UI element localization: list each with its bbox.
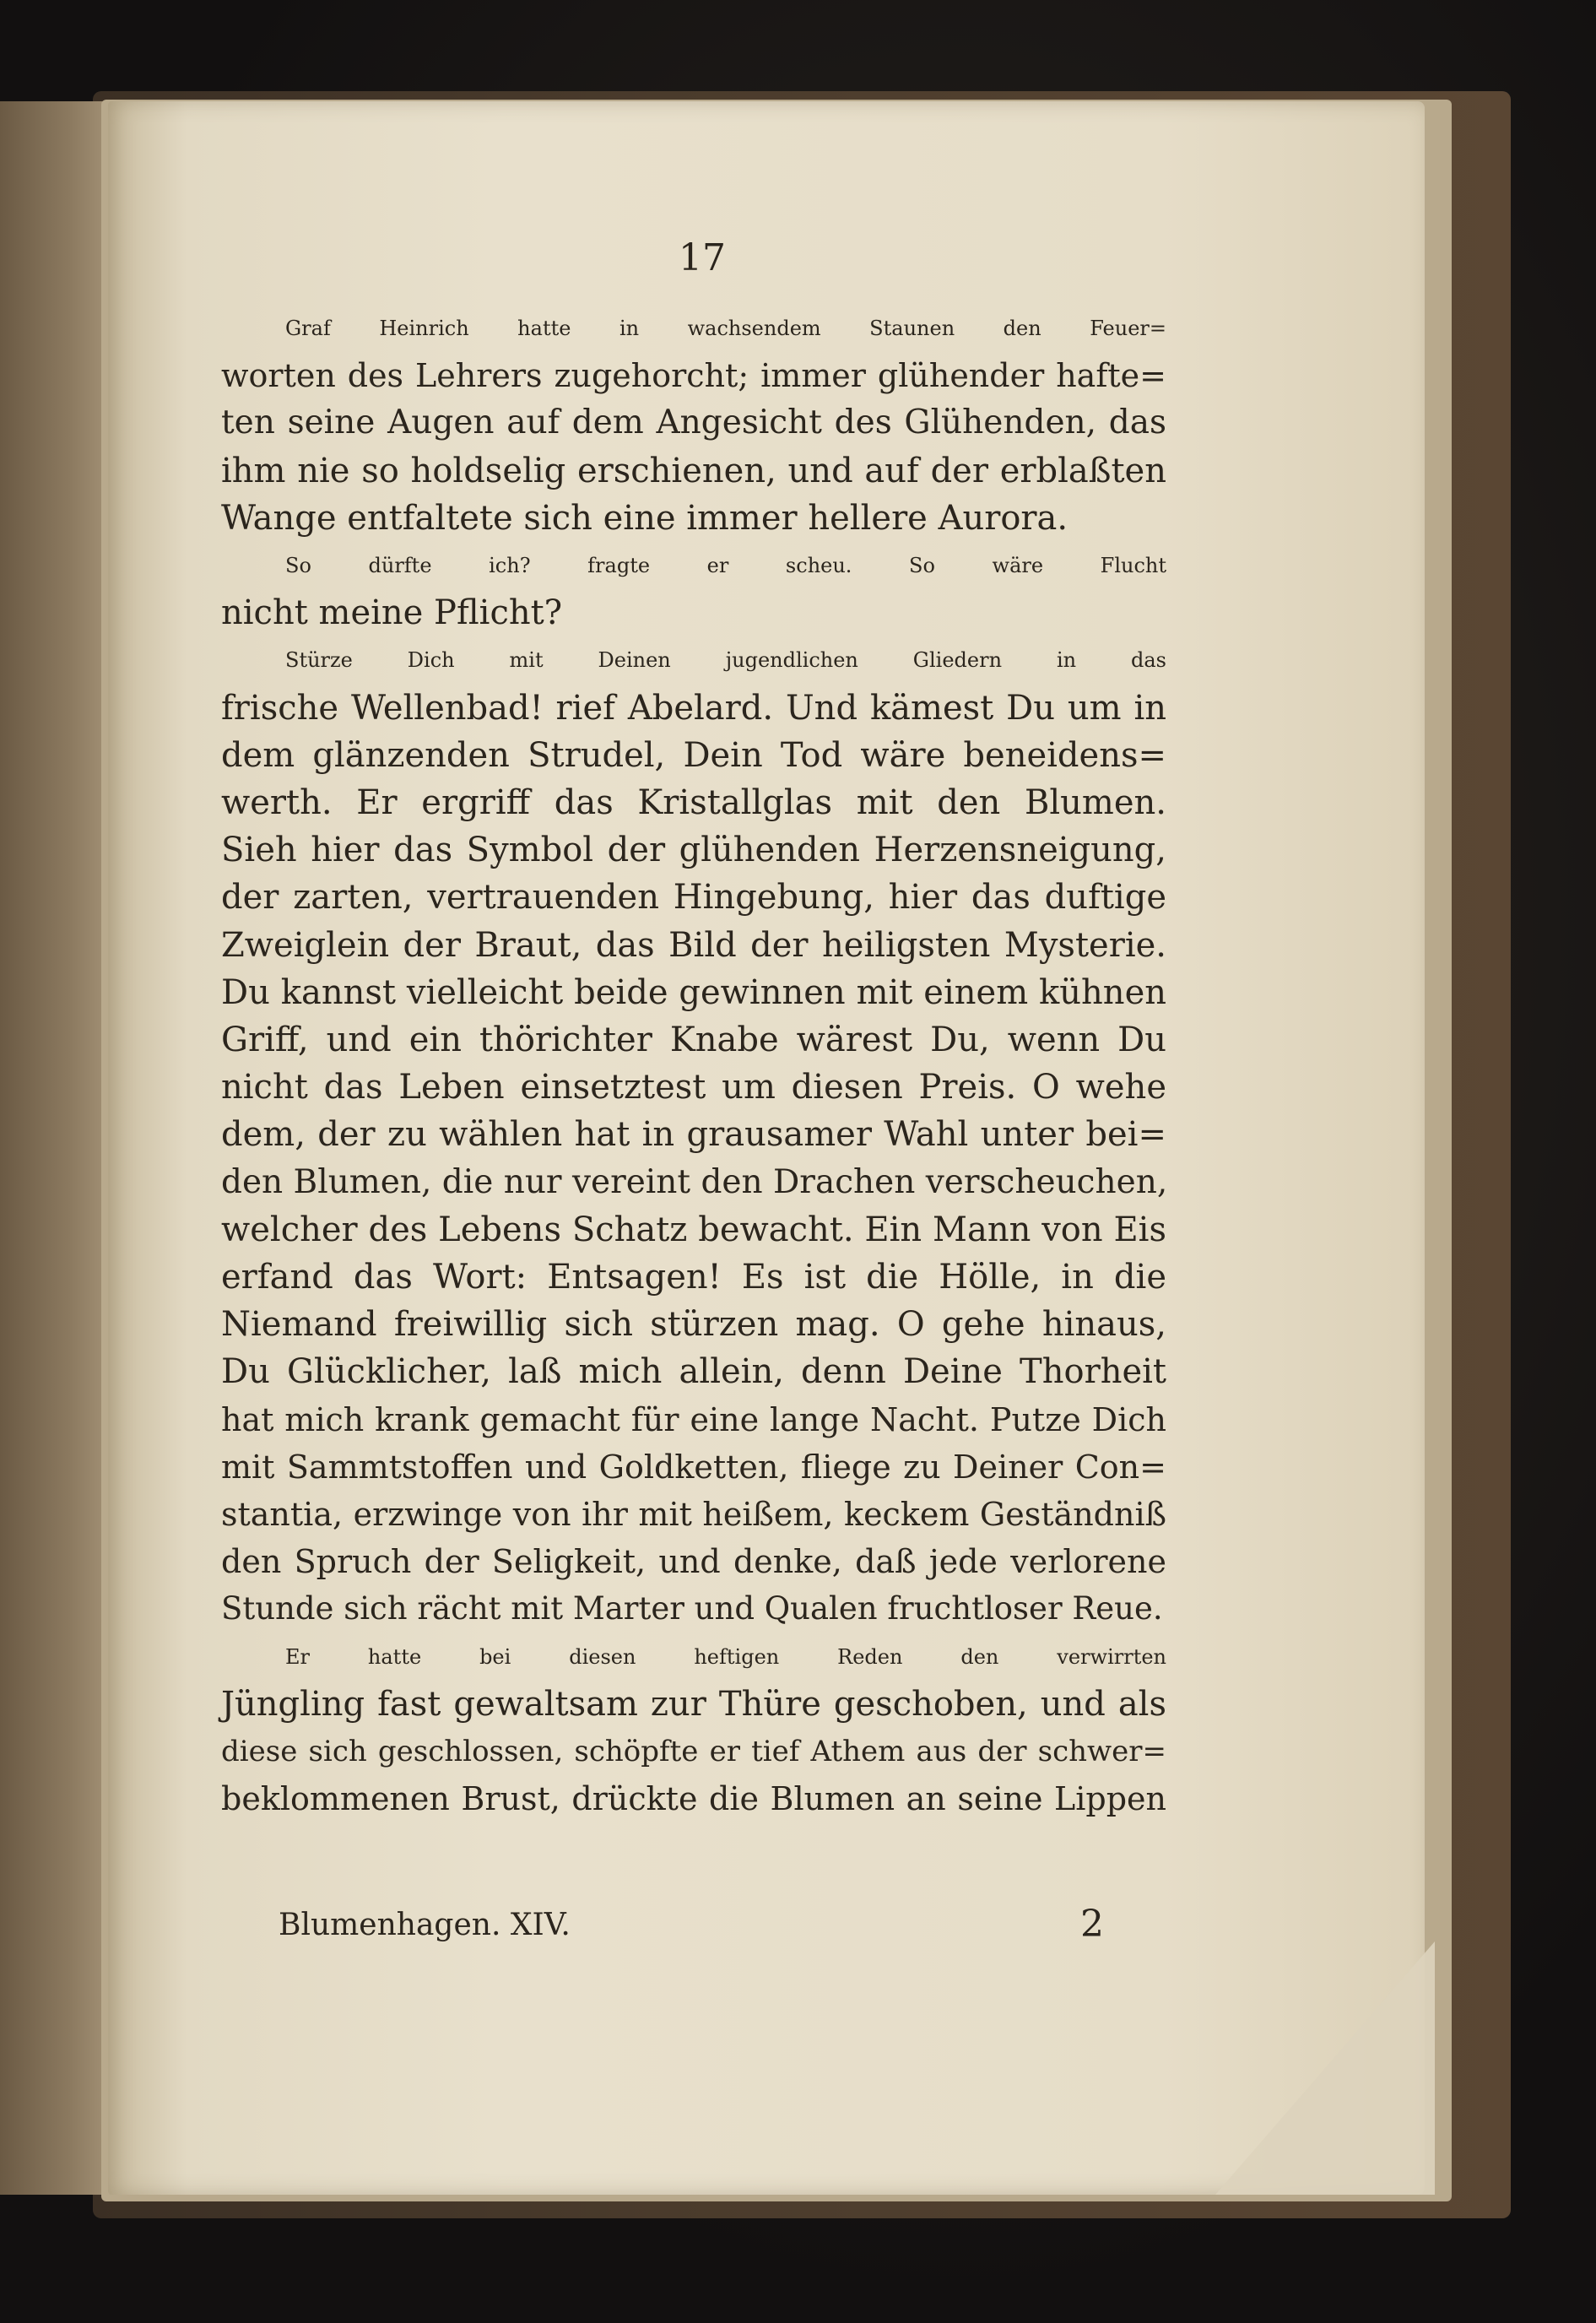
text-line: dem, der zu wählen hat in grausamer Wahl unter bei= [221,1115,1166,1155]
folded-corner [1215,1941,1435,2195]
text-line: Er hatte bei diesen heftigen Reden den verwirrten [285,1644,1166,1669]
previous-page-edge [0,101,118,2195]
paragraph [221,542,1166,636]
text-line: Graf Heinrich hatte in wachsendem Staunen den Feuer= [285,317,1166,340]
text-line: So dürfte ich? fragte er scheu. So wäre Flucht [285,554,1166,578]
text-line: welcher des Lebens Schatz bewacht. Ein Mann von Eis [221,1210,1166,1249]
text-line: Du Glücklicher, laß mich allein, denn Deine Thorheit [221,1352,1166,1392]
text-line: hat mich krank gemacht für eine lange Nacht. Putze Dich [221,1400,1166,1438]
text-line: dem glänzenden Strudel, Dein Tod wäre beneidens= [221,735,1166,775]
text-line: Sieh hier das Symbol der glühenden Herzensneigung, [221,831,1166,870]
text-line: nicht das Leben einsetztest um diesen Preis. O wehe [221,1068,1166,1107]
page-number: 17 [679,236,726,279]
text-line: mit Sammtstoffen und Goldketten, fliege zu Deiner Con= [221,1448,1166,1486]
paragraph [221,1633,1166,1823]
page-content [221,236,1166,1823]
text-line: diese sich geschlossen, schöpfte er tief Athem aus der schwer= [221,1735,1166,1769]
text-line: Du kannst vielleicht beide gewinnen mit einem kühnen [221,972,1166,1012]
text-line: der zarten, vertrauenden Hingebung, hier das duftige [221,878,1166,918]
text-line: den Spruch der Seligkeit, und denke, daß jede verlorene [221,1543,1166,1581]
text-line: worten des Lehrers zugehorcht; immer glühender hafte= [221,357,1166,395]
paragraph [221,305,1166,542]
text-line: Griff, und ein thörichter Knabe wärest Du, wenn Du [221,1021,1166,1060]
text-line: Jüngling fast gewaltsam zur Thüre geschoben, und als [221,1684,1166,1724]
text-line: ihm nie so holdselig erschienen, und auf der erblaßten [221,451,1166,490]
text-line: den Blumen, die nur vereint den Drachen verscheuchen, [221,1162,1168,1201]
text-body [221,305,1166,1823]
footer-title: Blumenhagen. XIV. [279,1908,571,1942]
text-line: beklommenen Brust, drückte die Blumen an seine Lippen [221,1780,1166,1818]
text-line: Wange entfaltete sich eine immer hellere Aurora. [221,498,1069,538]
text-line: Zweiglein der Braut, das Bild der heiligsten Mysterie. [221,925,1166,965]
text-line: Stürze Dich mit Deinen jugendlichen Gliedern in das [285,648,1166,673]
text-line: Niemand freiwillig sich stürzen mag. O gehe hinaus, [221,1305,1166,1345]
signature-mark: 2 [1080,1903,1104,1946]
text-line: ten seine Augen auf dem Angesicht des Glühenden, das [221,403,1166,442]
text-line: nicht meine Pflicht? [221,593,563,633]
text-line: Stunde sich rächt mit Marter und Qualen fruchtloser Reue. [221,1590,1163,1627]
text-line: stantia, erzwinge von ihr mit heißem, keckem Geständniß [221,1496,1166,1534]
text-line: frische Wellenbad! rief Abelard. Und kämest Du um in [221,688,1166,728]
text-line: werth. Er ergriff das Kristallglas mit den Blumen. [221,783,1166,823]
paragraph [221,636,1166,1633]
text-line: erfand das Wort: Entsagen! Es ist die Hölle, in die [221,1258,1166,1297]
